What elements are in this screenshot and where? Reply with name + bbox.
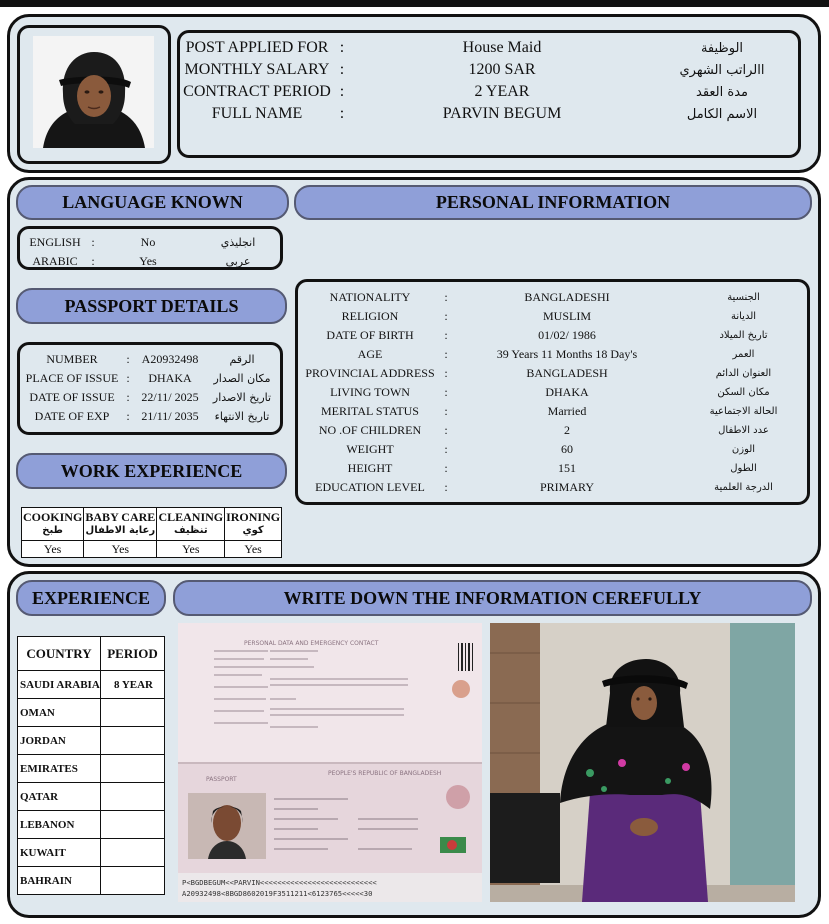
work-header-row: [22, 508, 282, 541]
header-arabic: الوظيفة: [700, 40, 744, 56]
passport-row-exp: [22, 408, 278, 425]
passport-value: 21/11/ 2035: [141, 409, 199, 423]
personal-row: [300, 345, 805, 363]
experience-header-row: [18, 637, 165, 671]
personal-arabic: مكان السكن: [717, 386, 770, 398]
work-value: Yes: [225, 541, 282, 558]
passport-arabic: تاريخ الاصدار: [212, 391, 272, 404]
personal-label: RELIGION: [341, 308, 399, 323]
passport-scan-label: PASSPORT: [206, 776, 237, 783]
personal-row: [300, 307, 805, 325]
header-label: POST APPLIED FOR: [185, 39, 329, 56]
passport-label: DATE OF ISSUE: [29, 390, 115, 404]
experience-period: [101, 755, 165, 783]
personal-value: 60: [561, 441, 573, 456]
passport-scan-icon: [178, 623, 482, 902]
personal-row: [300, 402, 805, 420]
work-value: Yes: [157, 541, 225, 558]
colon: :: [339, 105, 345, 122]
passport-label: PLACE OF ISSUE: [25, 371, 119, 385]
passport-scan-banner: PERSONAL DATA AND EMERGENCY CONTACT: [244, 640, 379, 647]
table-row: [18, 671, 165, 699]
personal-row: [300, 383, 805, 401]
passport-row-issue: [22, 389, 278, 406]
language-value: No: [140, 234, 156, 249]
header-value: 2 YEAR: [474, 83, 530, 100]
header-value: House Maid: [462, 39, 542, 56]
passport-title: PASSPORT DETAILS: [16, 288, 287, 324]
personal-arabic: الديانة: [730, 310, 757, 322]
experience-country: QATAR: [18, 783, 101, 811]
colon: :: [444, 308, 448, 323]
notice-title: WRITE DOWN THE INFORMATION CEREFULLY: [173, 580, 812, 616]
personal-value: BANGLADESH: [526, 365, 608, 380]
personal-arabic: العنوان الدائم: [715, 367, 772, 379]
experience-country: JORDAN: [18, 727, 101, 755]
personal-arabic: الطول: [730, 462, 757, 474]
personal-label: MERITAL STATUS: [321, 403, 419, 418]
language-label: ENGLISH: [29, 234, 81, 249]
language-label: ARABIC: [32, 253, 78, 268]
header-row-name: [182, 104, 792, 124]
colon: :: [126, 371, 130, 385]
colon: :: [339, 39, 345, 56]
experience-country: OMAN: [18, 699, 101, 727]
applicant-full-photo-icon: [490, 623, 795, 902]
personal-arabic: الحالة الاجتماعية: [709, 405, 778, 417]
passport-scan: [178, 623, 482, 902]
passport-row-place: [22, 370, 278, 387]
passport-value: 22/11/ 2025: [141, 390, 199, 404]
personal-arabic: العمر: [732, 348, 755, 360]
table-row: [18, 839, 165, 867]
personal-row: [300, 440, 805, 458]
language-arabic: انجليذي: [220, 235, 256, 249]
header-row-salary: [182, 60, 792, 80]
work-value: Yes: [84, 541, 157, 558]
personal-label: HEIGHT: [347, 460, 393, 475]
personal-row: [300, 421, 805, 439]
personal-value: 151: [558, 460, 576, 475]
colon: :: [444, 346, 448, 361]
header-arabic: الاسم الكامل: [686, 106, 758, 122]
table-row: [18, 867, 165, 895]
colon: :: [444, 384, 448, 399]
colon: :: [126, 352, 130, 366]
experience-country: KUWAIT: [18, 839, 101, 867]
personal-arabic: الدرجة العلمية: [714, 481, 773, 493]
personal-label: LIVING TOWN: [330, 384, 410, 399]
work-value-row: [22, 541, 282, 558]
language-arabic: عربي: [225, 254, 251, 268]
passport-mrz-line-2: A20932498<8BGD8602019F3511211<6123765<<<<<30: [182, 889, 373, 898]
work-col-arabic: رعاية الاطفال: [85, 525, 156, 536]
passport-arabic: الرقم: [229, 353, 255, 366]
experience-country: BAHRAIN: [18, 867, 101, 895]
experience-header-period: PERIOD: [101, 637, 165, 671]
personal-value: 2: [564, 422, 570, 437]
work-col-label: IRONING: [226, 510, 281, 524]
header-label: CONTRACT PERIOD: [183, 83, 331, 100]
colon: :: [91, 253, 95, 268]
experience-period: [101, 867, 165, 895]
language-row-english: [22, 234, 278, 250]
colon: :: [444, 289, 448, 304]
experience-period: 8 YEAR: [101, 671, 165, 699]
passport-label: DATE OF EXP: [34, 409, 110, 423]
personal-arabic: عدد الاطفال: [718, 424, 769, 436]
table-row: [18, 727, 165, 755]
personal-label: NO .OF CHILDREN: [318, 422, 422, 437]
personal-value: MUSLIM: [542, 308, 591, 323]
personal-row: [300, 459, 805, 477]
passport-row-number: [22, 351, 278, 368]
passport-arabic: تاريخ الانتهاء: [214, 410, 270, 423]
personal-row: [300, 364, 805, 382]
passport-mrz-line-1: P<BGDBEGUM<<PARVIN<<<<<<<<<<<<<<<<<<<<<<<<<<<: [182, 878, 377, 887]
passport-value: DHAKA: [148, 371, 192, 385]
personal-value: Married: [547, 403, 587, 418]
experience-table: [17, 636, 165, 895]
personal-arabic: تاريخ الميلاد: [719, 329, 768, 341]
personal-value: DHAKA: [545, 384, 589, 399]
colon: :: [444, 422, 448, 437]
table-row: [18, 755, 165, 783]
personal-label: PROVINCIAL ADDRESS: [305, 365, 435, 380]
personal-row: [300, 478, 805, 496]
work-col-arabic: طبخ: [42, 525, 63, 536]
colon: :: [444, 327, 448, 342]
work-col-label: BABY CARE: [85, 510, 156, 524]
table-row: [18, 783, 165, 811]
passport-scan-country: PEOPLE'S REPUBLIC OF BANGLADESH: [328, 770, 442, 777]
table-row: [18, 699, 165, 727]
experience-country: LEBANON: [18, 811, 101, 839]
work-title: WORK EXPERIENCE: [16, 453, 287, 489]
experience-period: [101, 727, 165, 755]
personal-arabic: الجنسية: [727, 291, 760, 303]
header-value: 1200 SAR: [468, 61, 536, 78]
work-col-label: COOKING: [22, 510, 83, 524]
language-value: Yes: [139, 253, 157, 268]
experience-period: [101, 783, 165, 811]
passport-arabic: مكان الصدار: [213, 372, 271, 385]
personal-row: [300, 326, 805, 344]
header-arabic: مدة العقد: [696, 84, 748, 100]
passport-value: A20932498: [141, 352, 199, 366]
language-row-arabic: [22, 253, 278, 269]
colon: :: [444, 365, 448, 380]
work-col-arabic: تنظيف: [174, 525, 208, 536]
colon: :: [444, 403, 448, 418]
work-col-label: CLEANING: [158, 510, 224, 524]
header-label: MONTHLY SALARY: [184, 61, 330, 78]
work-col-cleaning: [157, 508, 225, 541]
applicant-photo-icon: [33, 36, 154, 148]
colon: :: [339, 83, 345, 100]
colon: :: [126, 409, 130, 423]
language-title: LANGUAGE KNOWN: [16, 185, 289, 220]
work-value: Yes: [22, 541, 84, 558]
experience-country: EMIRATES: [18, 755, 101, 783]
experience-period: [101, 699, 165, 727]
header-arabic: االراتب الشهري: [679, 62, 765, 78]
colon: :: [444, 479, 448, 494]
colon: :: [126, 390, 130, 404]
experience-country: SAUDI ARABIA: [18, 671, 101, 699]
header-row-post: [182, 38, 792, 58]
colon: :: [444, 460, 448, 475]
personal-label: AGE: [357, 346, 383, 361]
personal-value: PRIMARY: [539, 479, 595, 494]
work-col-babycare: [84, 508, 157, 541]
work-col-cooking: [22, 508, 84, 541]
header-row-contract: [182, 82, 792, 102]
personal-title: PERSONAL INFORMATION: [294, 185, 812, 220]
header-value: PARVIN BEGUM: [442, 105, 562, 122]
personal-value: 01/02/ 1986: [538, 327, 596, 342]
colon: :: [444, 441, 448, 456]
personal-label: NATIONALITY: [329, 289, 411, 304]
applicant-full-photo: [490, 623, 795, 902]
personal-row: [300, 288, 805, 306]
experience-period: [101, 839, 165, 867]
work-col-ironing: [225, 508, 282, 541]
table-row: [18, 811, 165, 839]
experience-title: EXPERIENCE: [16, 580, 166, 616]
applicant-photo: [33, 36, 154, 148]
work-experience-table: [21, 507, 282, 558]
colon: :: [339, 61, 345, 78]
experience-period: [101, 811, 165, 839]
passport-label: NUMBER: [46, 352, 98, 366]
top-bar: [0, 0, 829, 7]
personal-arabic: الوزن: [731, 443, 756, 455]
header-label: FULL NAME: [211, 105, 303, 122]
personal-value: BANGLADESHI: [524, 289, 610, 304]
personal-label: EDUCATION LEVEL: [315, 479, 425, 494]
work-col-arabic: كوي: [242, 525, 264, 536]
colon: :: [91, 234, 95, 249]
experience-header-country: COUNTRY: [18, 637, 101, 671]
personal-label: DATE OF BIRTH: [326, 327, 414, 342]
personal-value: 39 Years 11 Months 18 Day's: [496, 346, 638, 361]
personal-label: WEIGHT: [346, 441, 394, 456]
